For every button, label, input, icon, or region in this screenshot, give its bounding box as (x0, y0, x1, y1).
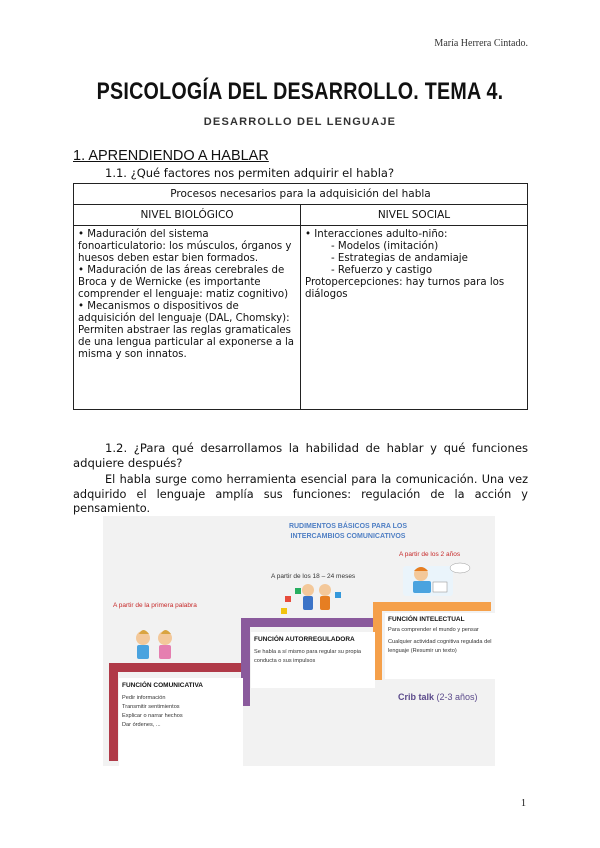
card-funcion-intelectual (385, 613, 495, 679)
section-heading: 1. APRENDIENDO A HABLAR (73, 148, 269, 164)
table-title: Procesos necesarios para la adquisición del habla (74, 184, 528, 205)
crib-talk-label (398, 692, 478, 702)
step-orange-top (373, 602, 491, 611)
author-name: María Herrera Cintado. (434, 38, 528, 49)
label-2-years: A partir de los 2 años (399, 551, 461, 558)
intelectual-title: FUNCIÓN INTELECTUAL (388, 616, 465, 623)
document-subtitle: DESARROLLO DEL LENGUAJE (203, 116, 397, 128)
comunicativa-item: Explicar o narrar hechos (122, 713, 183, 719)
comunicativa-item: Pedir información (122, 695, 166, 701)
social-cell (301, 226, 528, 410)
comunicativa-title: FUNCIÓN COMUNICATIVA (122, 682, 204, 689)
step-red-side (109, 663, 118, 761)
biologico-cell (74, 226, 301, 410)
crib-talk-term: Crib talk (398, 692, 435, 702)
intelectual-item: Para comprender el mundo y pensar (388, 627, 479, 633)
body-paragraph: El habla surge como herramienta esencial para la comunicación. Una vez adquirido el lenguaje amplía sus funciones: regulación de la acción y pensamiento. (73, 473, 528, 515)
bio-item: • Maduración de las áreas cerebrales de Broca y de Wernicke (es importante comprender el lenguaje: matiz cognitivo) (78, 265, 289, 300)
social-subitem: - Estrategias de andamiaje (331, 253, 468, 264)
social-subitem: - Refuerzo y castigo (331, 265, 433, 276)
label-18-24-months: A partir de los 18 – 24 meses (271, 573, 356, 580)
functions-diagram (103, 516, 495, 766)
intelectual-item: Cualquier actividad cognitiva regulada del lenguaje (Resumir un texto) (388, 639, 492, 654)
processes-table (73, 183, 528, 410)
label-first-word: A partir de la primera palabra (113, 602, 197, 609)
step-purple-top (241, 618, 373, 627)
social-subitem: - Modelos (imitación) (331, 241, 439, 252)
document-title: PSICOLOGÍA DEL DESARROLLO. TEMA 4. (96, 78, 504, 105)
card-funcion-autorreguladora (251, 632, 375, 688)
page-number: 1 (521, 798, 526, 809)
comunicativa-item: Dar órdenes, ... (122, 722, 161, 728)
step-red-top (109, 663, 241, 672)
question-1-2: 1.2. ¿Para qué desarrollamos la habilidad de hablar y qué funciones adquiere después? (73, 441, 528, 470)
bio-item: • Mecanismos o dispositivos de adquisición del lenguaje (DAL, Chomsky): Permiten abstraer las reglas gramaticales de una lengua particular al exponerse a la misma y son innatos. (78, 301, 295, 360)
column-header-biologico: NIVEL BIOLÓGICO (74, 205, 301, 226)
card-funcion-comunicativa (119, 678, 243, 768)
column-header-social: NIVEL SOCIAL (301, 205, 528, 226)
social-item: Protopercepciones: hay turnos para los diálogos (305, 277, 505, 300)
diagram-caption: RUDIMENTOS BÁSICOS PARA LOS INTERCAMBIOS COMUNICATIVOS (288, 523, 408, 540)
bio-item: • Maduración del sistema fonoarticulatorio: los músculos, órganos y huesos deben estar bien formados. (78, 229, 292, 264)
comunicativa-item: Transmitir sentimientos (122, 704, 180, 710)
autorreguladora-title: FUNCIÓN AUTORREGULADORA (254, 636, 355, 643)
question-1-1: 1.1. ¿Qué factores nos permiten adquirir el habla? (105, 166, 395, 180)
autorreguladora-text: Se habla a sí mismo para regular su propia conducta o sus impulsos (254, 649, 361, 664)
crib-talk-age: (2-3 años) (436, 692, 478, 702)
social-item: • Interacciones adulto-niño: (305, 229, 448, 240)
